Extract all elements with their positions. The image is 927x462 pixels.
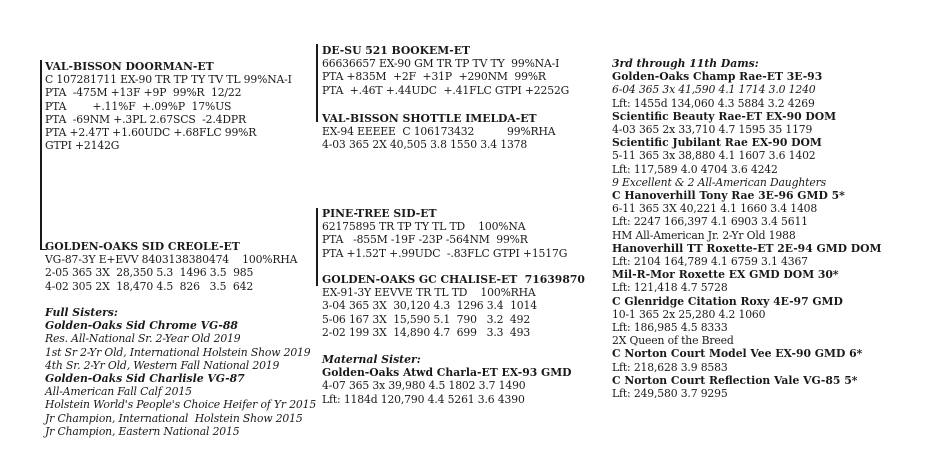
sister-line: All-American Fall Calf 2015 xyxy=(45,385,192,399)
dam-block xyxy=(45,240,297,293)
sire-line: PTA -69NM +.3PL 2.67SCS -2.4DPR xyxy=(45,112,246,126)
sister-line: Res. All-National Sr. 2-Year Old 2019 xyxy=(45,332,241,346)
sister-line: 4th Sr. 2-Yr Old, Western Fall National 2019 xyxy=(45,358,280,372)
dam-ancestor-record: Lft: 117,589 4.0 4704 3.6 4242 xyxy=(612,162,778,176)
dam-line: 4-02 305 2X 18,470 4.5 826 3.5 642 xyxy=(45,279,254,293)
sires-sire-name: DE-SU 521 BOOKEM-ET xyxy=(322,44,470,57)
dams-sire-line: PTA +1.52T +.99UDC -.83FLC GTPI +1517G xyxy=(322,246,568,260)
sire-line: PTA +2.47T +1.60UDC +.68FLC 99%R xyxy=(45,126,257,140)
pedigree-bracket-sire xyxy=(40,60,42,250)
dams-dam-line: 3-04 365 3X 30,120 4.3 1296 3.4 1014 xyxy=(322,299,537,313)
dams-heading: 3rd through 11th Dams: xyxy=(612,57,759,70)
dam-ancestor-record: Lft: 1455d 134,060 4.3 5884 3.2 4269 xyxy=(612,96,815,110)
dams-dam-line: 5-06 167 3X 15,590 5.1 790 3.2 492 xyxy=(322,312,531,326)
sister-line: Jr Champion, International Holstein Show 2015 xyxy=(45,411,303,425)
pedigree-bracket-dams-sire xyxy=(316,208,318,286)
dam-ancestor-name: Hanoverhill TT Roxette-ET 2E-94 GMD DOM xyxy=(612,241,882,255)
dam-ancestor-name: Scientific Jubilant Rae EX-90 DOM xyxy=(612,136,822,150)
dam-ancestor-record: 5-11 365 3x 38,880 4.1 1607 3.6 1402 xyxy=(612,149,816,163)
sister-name: Golden-Oaks Sid Charlisle VG-87 xyxy=(45,372,245,386)
sires-dam-line: EX-94 EEEEE C 106173432 99%RHA xyxy=(322,125,556,139)
dam-line: 2-05 365 3X 28,350 5.3 1496 3.5 985 xyxy=(45,266,254,280)
pedigree-bracket-sires-sire xyxy=(316,44,318,122)
dam-ancestor-record: Lft: 2247 166,397 4.1 6903 3.4 5611 xyxy=(612,215,808,229)
dam-ancestor-record: 2X Queen of the Breed xyxy=(612,334,734,348)
maternal-sister-heading: Maternal Sister: xyxy=(322,353,421,366)
sister-name: Golden-Oaks Sid Chrome VG-88 xyxy=(45,319,238,333)
dams-dam-line: 2-02 199 3X 14,890 4.7 699 3.3 493 xyxy=(322,325,531,339)
dams-sire-line: PTA -855M -19F -23P -564NM 99%R xyxy=(322,233,528,247)
dams-list xyxy=(612,70,882,400)
dam-ancestor-name: C Glenridge Citation Roxy 4E-97 GMD xyxy=(612,294,843,308)
dam-ancestor-record: 6-11 365 3X 40,221 4.1 1660 3.4 1408 xyxy=(612,202,818,216)
dams-dam-block xyxy=(322,273,585,339)
sister-line: Jr Champion, Eastern National 2015 xyxy=(45,424,240,438)
dam-ancestor-record: 4-03 365 2x 33,710 4.7 1595 35 1179 xyxy=(612,123,813,137)
sires-dam-name: VAL-BISSON SHOTTLE IMELDA-ET xyxy=(322,112,537,125)
dams-dam-line: EX-91-3Y EEVVE TR TL TD 100%RHA xyxy=(322,286,536,300)
dams-sire-name: PINE-TREE SID-ET xyxy=(322,207,437,220)
sire-line: GTPI +2142G xyxy=(45,139,120,153)
sire-line: C 107281711 EX-90 TR TP TY TV TL 99%NA-I xyxy=(45,73,292,87)
dam-ancestor-record: HM All-American Jr. 2-Yr Old 1988 xyxy=(612,228,796,242)
dam-ancestor-record: 9 Excellent & 2 All-American Daughters xyxy=(612,175,826,189)
sire-name: VAL-BISSON DOORMAN-ET xyxy=(45,60,214,73)
sires-sire-line: PTA +835M +2F +31P +290NM 99%R xyxy=(322,70,546,84)
sires-sire-line: 66636657 EX-90 GM TR TP TV TY 99%NA-I xyxy=(322,57,560,71)
dam-ancestor-name: C Hanoverhill Tony Rae 3E-96 GMD 5* xyxy=(612,189,845,203)
dam-ancestor-name: Scientific Beauty Rae-ET EX-90 DOM xyxy=(612,109,837,123)
maternal-sister-line: 4-07 365 3x 39,980 4.5 1802 3.7 1490 xyxy=(322,379,526,393)
dams-sire-block xyxy=(322,207,567,260)
dam-ancestor-record: 10-1 365 2x 25,280 4.2 1060 xyxy=(612,307,766,321)
dams-dam-name: GOLDEN-OAKS GC CHALISE-ET 71639870 xyxy=(322,273,585,286)
sire-line: PTA -475M +13F +9P 99%R 12/22 xyxy=(45,86,242,100)
sire-line: PTA +.11%F +.09%P 17%US xyxy=(45,99,232,113)
dams-column xyxy=(612,57,882,400)
dam-ancestor-record: 6-04 365 3x 41,590 4.1 1714 3.0 1240 xyxy=(612,83,816,97)
sires-dam-line: 4-03 365 2X 40,505 3.8 1550 3.4 1378 xyxy=(322,138,528,152)
sires-dam-block xyxy=(322,112,555,152)
full-sisters-heading: Full Sisters: xyxy=(45,306,118,319)
full-sisters-block xyxy=(45,306,316,438)
sister-line: Holstein World's People's Choice Heifer of Yr 2015 xyxy=(45,398,317,412)
maternal-sister-block xyxy=(322,353,572,406)
dam-ancestor-record: Lft: 186,985 4.5 8333 xyxy=(612,321,728,335)
dam-ancestor-name: C Norton Court Model Vee EX-90 GMD 6* xyxy=(612,347,863,361)
maternal-sister-name: Golden-Oaks Atwd Charla-ET EX-93 GMD xyxy=(322,366,572,380)
sires-sire-line: PTA +.46T +.44UDC +.41FLC GTPI +2252G xyxy=(322,83,570,97)
dam-ancestor-record: Lft: 2104 164,789 4.1 6759 3.1 4367 xyxy=(612,255,808,269)
sires-sire-block xyxy=(322,44,569,97)
dam-ancestor-record: Lft: 218,628 3.9 8583 xyxy=(612,360,728,374)
dam-ancestor-record: Lft: 249,580 3.7 9295 xyxy=(612,387,728,401)
dam-name: GOLDEN-OAKS SID CREOLE-ET xyxy=(45,240,240,253)
maternal-sister-line: Lft: 1184d 120,790 4.4 5261 3.6 4390 xyxy=(322,392,525,406)
dam-ancestor-name: C Norton Court Reflection Vale VG-85 5* xyxy=(612,373,858,387)
dam-ancestor-name: Golden-Oaks Champ Rae-ET 3E-93 xyxy=(612,70,823,84)
sire-block xyxy=(45,60,292,152)
dam-ancestor-name: Mil-R-Mor Roxette EX GMD DOM 30* xyxy=(612,268,839,282)
sister-line: 1st Sr 2-Yr Old, International Holstein Show 2019 xyxy=(45,345,311,359)
dam-line: VG-87-3Y E+EVV 8403138380474 100%RHA xyxy=(45,253,298,267)
dam-ancestor-record: Lft: 121,418 4.7 5728 xyxy=(612,281,728,295)
dams-sire-line: 62175895 TR TP TY TL TD 100%NA xyxy=(322,220,526,234)
